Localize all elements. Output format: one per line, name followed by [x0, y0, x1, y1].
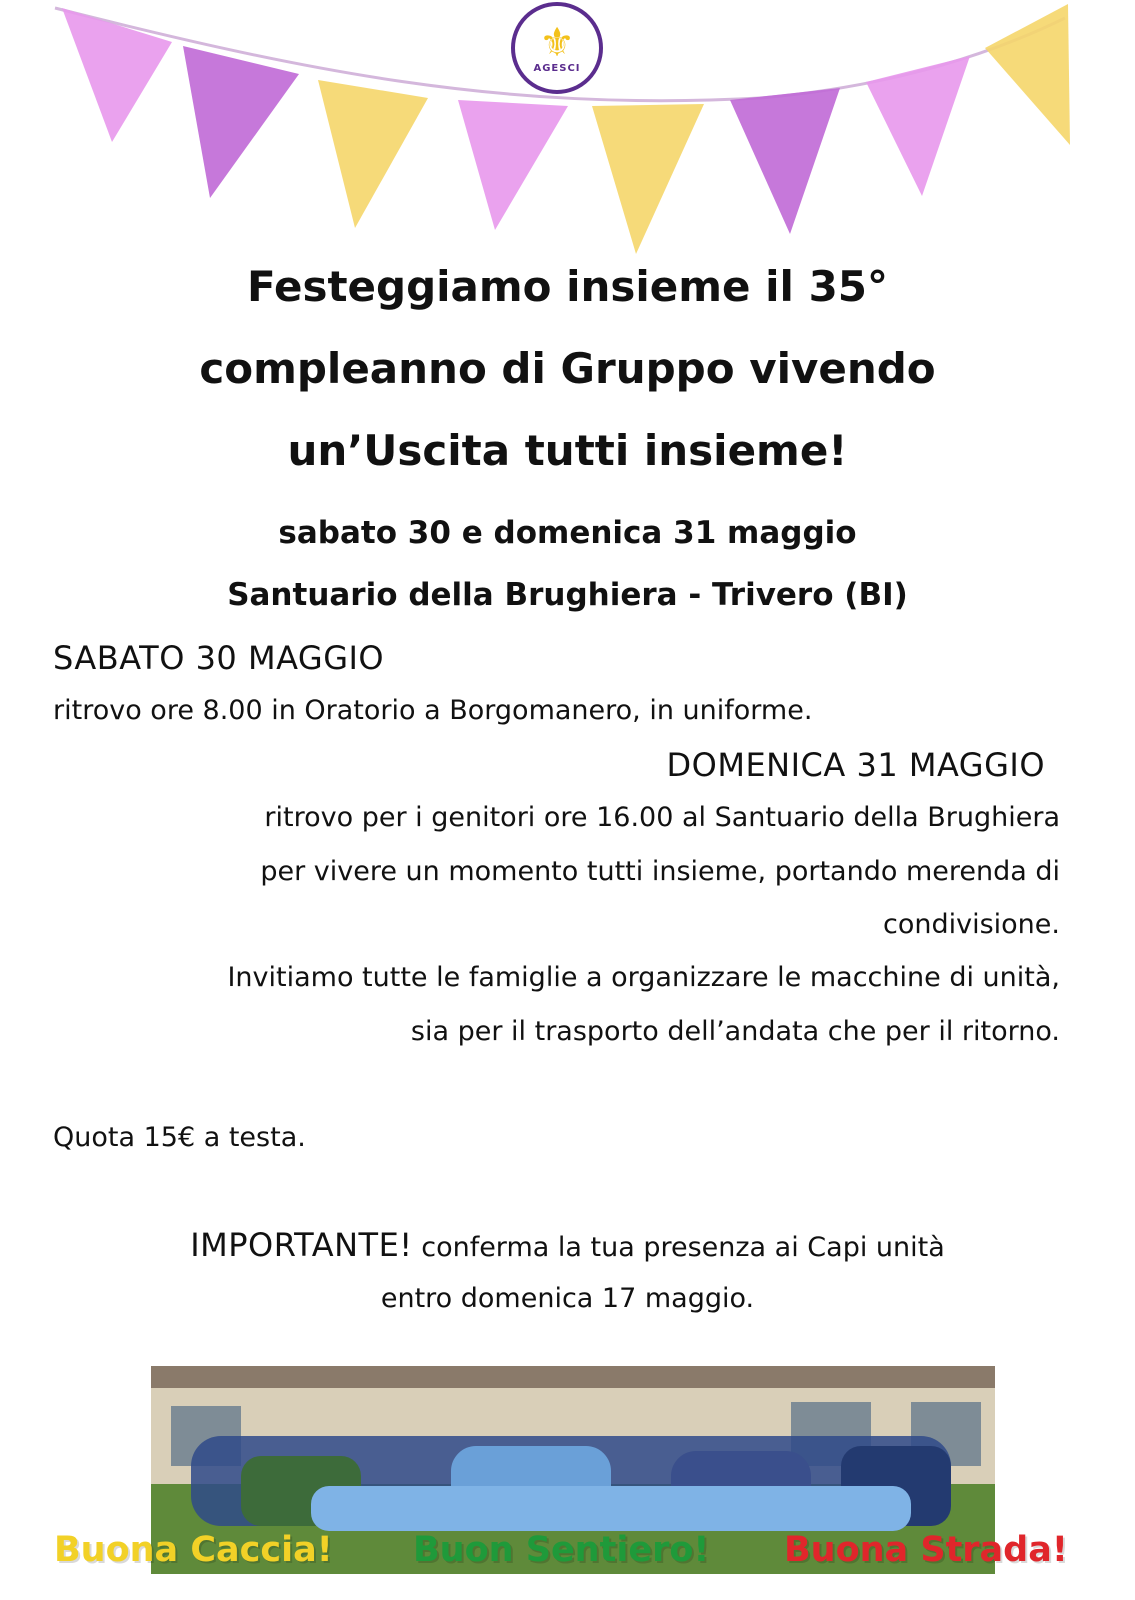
logo-text: AGESCI — [533, 62, 581, 74]
event-place: Santuario della Brughiera - Trivero (BI) — [227, 577, 908, 613]
agesci-logo — [511, 2, 603, 94]
people-silhouettes — [191, 1436, 951, 1531]
fleur-de-lis-icon: ⚜ — [539, 19, 575, 66]
cars-line-1: Invitiamo tutte le famiglie a organizzare le macchine di unità, — [227, 962, 1060, 993]
important-label: IMPORTANTE! — [190, 1226, 413, 1264]
fee-text: Quota 15€ a testa. — [53, 1122, 306, 1153]
pennant — [730, 88, 840, 234]
important-line-1 — [0, 1227, 1135, 1266]
sunday-line-1: ritrovo per i genitori ore 16.00 al Santuario della Brughiera — [264, 802, 1060, 833]
motto-buona-caccia: Buona Caccia! — [54, 1530, 333, 1570]
page-title — [60, 246, 1075, 492]
title-line-2: compleanno di Gruppo vivendo — [199, 344, 936, 393]
title-line-1: Festeggiamo insieme il 35° — [246, 262, 889, 311]
saturday-text: ritrovo ore 8.00 in Oratorio a Borgomanero, in uniforme. — [53, 695, 813, 726]
motto-buon-sentiero: Buon Sentiero! — [413, 1530, 710, 1570]
event-subtitle — [60, 502, 1075, 626]
sunday-line-2: per vivere un momento tutti insieme, portando merenda di — [260, 856, 1060, 887]
sunday-line-3: condivisione. — [883, 909, 1060, 940]
pennant — [866, 56, 970, 196]
pennant — [458, 100, 568, 230]
important-line-2: entro domenica 17 maggio. — [380, 1283, 755, 1314]
motto-buona-strada: Buona Strada! — [784, 1530, 1068, 1570]
saturday-heading: SABATO 30 MAGGIO — [53, 639, 385, 677]
title-line-3: un’Uscita tutti insieme! — [287, 426, 848, 475]
important-text: conferma la tua presenza ai Capi unità — [421, 1232, 945, 1263]
pennant — [985, 4, 1070, 145]
event-dates: sabato 30 e domenica 31 maggio — [278, 515, 857, 551]
sunday-heading: DOMENICA 31 MAGGIO — [666, 746, 1045, 784]
pennant — [62, 8, 172, 142]
pennant — [318, 80, 428, 228]
pennant — [183, 46, 299, 198]
pennant — [592, 104, 704, 254]
cars-line-2: sia per il trasporto dell’andata che per il ritorno. — [410, 1016, 1060, 1047]
